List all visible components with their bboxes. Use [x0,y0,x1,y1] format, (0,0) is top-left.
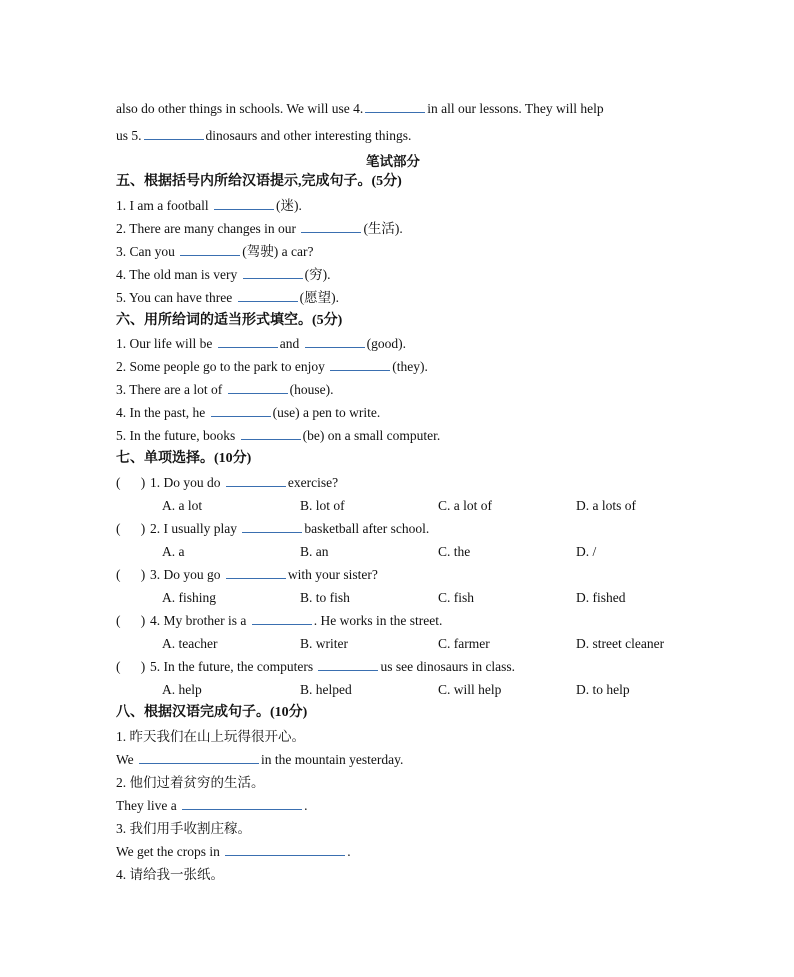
s8-item-3-english [116,843,351,861]
s5-item-4-post: (穷). [304,267,331,282]
s5-item-2-pre: 2. There are many changes in our [116,221,297,236]
q1-blank [226,474,286,487]
blank-4[interactable] [365,100,425,113]
q2-option-a[interactable]: A. a [162,544,185,559]
q4-stem-pre: 4. My brother is a [150,613,247,628]
q1-stem-pre: 1. Do you do [150,475,221,490]
s5-item-5-post: (愿望). [299,290,339,305]
paren-open: ( [116,567,121,582]
s7-question-4 [116,612,442,630]
s6-item-3-pre: 3. There are a lot of [116,382,223,397]
s6-item-4 [116,404,380,422]
q3-option-a[interactable]: A. fishing [162,590,216,605]
paren-close: ) [140,613,146,628]
s8-item-2-chinese: 2. 他们过着贫穷的生活。 [116,775,265,790]
s6-blank-5[interactable] [241,427,301,440]
s7-question-2 [116,520,429,538]
s7-question-5 [116,658,515,676]
s8-item-3-pre: We get the crops in [116,844,220,859]
q2-stem-post: basketball after school. [304,521,430,536]
s8-item-2-post: . [304,798,308,813]
s5-item-3-pre: 3. Can you [116,244,175,259]
s5-item-1-post: (迷). [275,198,302,213]
answer-paren[interactable] [116,474,150,492]
intro-line2-a: us 5. [116,128,142,143]
s6-item-2-post: (they). [392,359,428,374]
intro-line1-b: in all our lessons. They will help [427,101,604,116]
s7-question-1 [116,474,338,492]
q3-option-d[interactable]: D. fished [576,590,626,605]
paren-open: ( [116,521,121,536]
paren-close: ) [140,659,146,674]
q4-option-a[interactable]: A. teacher [162,636,218,651]
s6-item-1 [116,335,406,353]
s6-item-4-pre: 4. In the past, he [116,405,206,420]
section6-heading: 六、用所给词的适当形式填空。(5分) [116,313,343,328]
q2-option-b[interactable]: B. an [300,544,329,559]
s5-item-3-post: (驾驶) a car? [242,244,314,259]
s6-item-5 [116,427,440,445]
paren-open: ( [116,659,121,674]
answer-paren[interactable] [116,520,150,538]
q5-option-d[interactable]: D. to help [576,682,630,697]
intro-line-2 [116,127,411,145]
paren-open: ( [116,475,121,490]
s5-item-3 [116,243,313,261]
s8-item-2-english [116,797,307,815]
s6-item-3-post: (house). [289,382,334,397]
q1-option-d[interactable]: D. a lots of [576,498,636,513]
q5-stem-pre: 5. In the future, the computers [150,659,314,674]
paren-open: ( [116,613,121,628]
answer-paren[interactable] [116,566,150,584]
s6-item-1-mid: and [279,336,300,351]
s8-item-2-pre: They live a [116,798,177,813]
s8-item-1-chinese: 1. 昨天我们在山上玩得很开心。 [116,729,305,744]
paren-close: ) [140,521,146,536]
s6-item-5-pre: 5. In the future, books [116,428,236,443]
s5-item-1 [116,197,302,215]
q4-option-c[interactable]: C. farmer [438,636,490,651]
q2-stem-pre: 2. I usually play [150,521,237,536]
intro-line1-a: also do other things in schools. We will use 4. [116,101,364,116]
q4-blank [252,612,312,625]
s5-item-4-pre: 4. The old man is very [116,267,238,282]
s6-item-2-pre: 2. Some people go to the park to enjoy [116,359,325,374]
q3-option-b[interactable]: B. to fish [300,590,350,605]
answer-paren[interactable] [116,658,150,676]
q5-option-b[interactable]: B. helped [300,682,352,697]
s6-blank-3[interactable] [228,381,288,394]
s8-item-1-english [116,751,403,769]
s5-item-2 [116,220,403,238]
paren-close: ) [140,475,146,490]
s5-blank-5[interactable] [238,289,298,302]
s5-blank-4[interactable] [243,266,303,279]
s8-item-4-chinese: 4. 请给我一张纸。 [116,867,224,882]
q5-option-a[interactable]: A. help [162,682,202,697]
s8-item-3-chinese: 3. 我们用手收割庄稼。 [116,821,251,836]
section7-heading: 七、单项选择。(10分) [116,451,252,466]
s5-blank-2[interactable] [301,220,361,233]
s6-blank-1a[interactable] [218,335,278,348]
q2-option-c[interactable]: C. the [438,544,471,559]
q3-stem-pre: 3. Do you go [150,567,221,582]
s8-item-1-post: in the mountain yesterday. [261,752,404,767]
q1-option-b[interactable]: B. lot of [300,498,345,513]
q4-stem-post: . He works in the street. [313,613,443,628]
paren-close: ) [140,567,146,582]
s6-blank-1b[interactable] [305,335,365,348]
s5-item-4 [116,266,330,284]
s7-question-3 [116,566,378,584]
s5-item-2-post: (生活). [363,221,403,236]
q4-option-d[interactable]: D. street cleaner [576,636,665,651]
s5-blank-1[interactable] [214,197,274,210]
section5-heading: 五、根据括号内所给汉语提示,完成句子。(5分) [116,174,402,189]
s6-item-1-post: (good). [366,336,406,351]
s6-blank-2[interactable] [330,358,390,371]
q5-blank [318,658,378,671]
q5-stem-post: us see dinosaurs in class. [380,659,516,674]
intro-line-1 [116,100,604,118]
q3-option-c[interactable]: C. fish [438,590,475,605]
q2-blank [242,520,302,533]
written-part-title: 笔试部分 [366,154,420,169]
s6-item-5-post: (be) on a small computer. [302,428,441,443]
s6-item-2 [116,358,428,376]
q1-stem-post: exercise? [287,475,339,490]
section8-heading: 八、根据汉语完成句子。(10分) [116,705,308,720]
s6-item-1-pre: 1. Our life will be [116,336,213,351]
q2-option-d[interactable]: D. / [576,544,597,559]
s6-item-4-post: (use) a pen to write. [272,405,381,420]
q4-option-b[interactable]: B. writer [300,636,348,651]
s8-item-1-pre: We [116,752,134,767]
s5-blank-3[interactable] [180,243,240,256]
s8-blank-1[interactable] [139,751,259,764]
s6-blank-4[interactable] [211,404,271,417]
s8-blank-2[interactable] [182,797,302,810]
intro-line2-b: dinosaurs and other interesting things. [205,128,412,143]
s8-item-3-post: . [347,844,351,859]
answer-paren[interactable] [116,612,150,630]
s5-item-1-pre: 1. I am a football [116,198,209,213]
s6-item-3 [116,381,333,399]
q5-option-c[interactable]: C. will help [438,682,502,697]
s5-item-5 [116,289,339,307]
q1-option-a[interactable]: A. a lot [162,498,203,513]
q1-option-c[interactable]: C. a lot of [438,498,492,513]
s5-item-5-pre: 5. You can have three [116,290,233,305]
q3-stem-post: with your sister? [287,567,378,582]
s8-blank-3[interactable] [225,843,345,856]
q3-blank [226,566,286,579]
blank-5[interactable] [144,127,204,140]
